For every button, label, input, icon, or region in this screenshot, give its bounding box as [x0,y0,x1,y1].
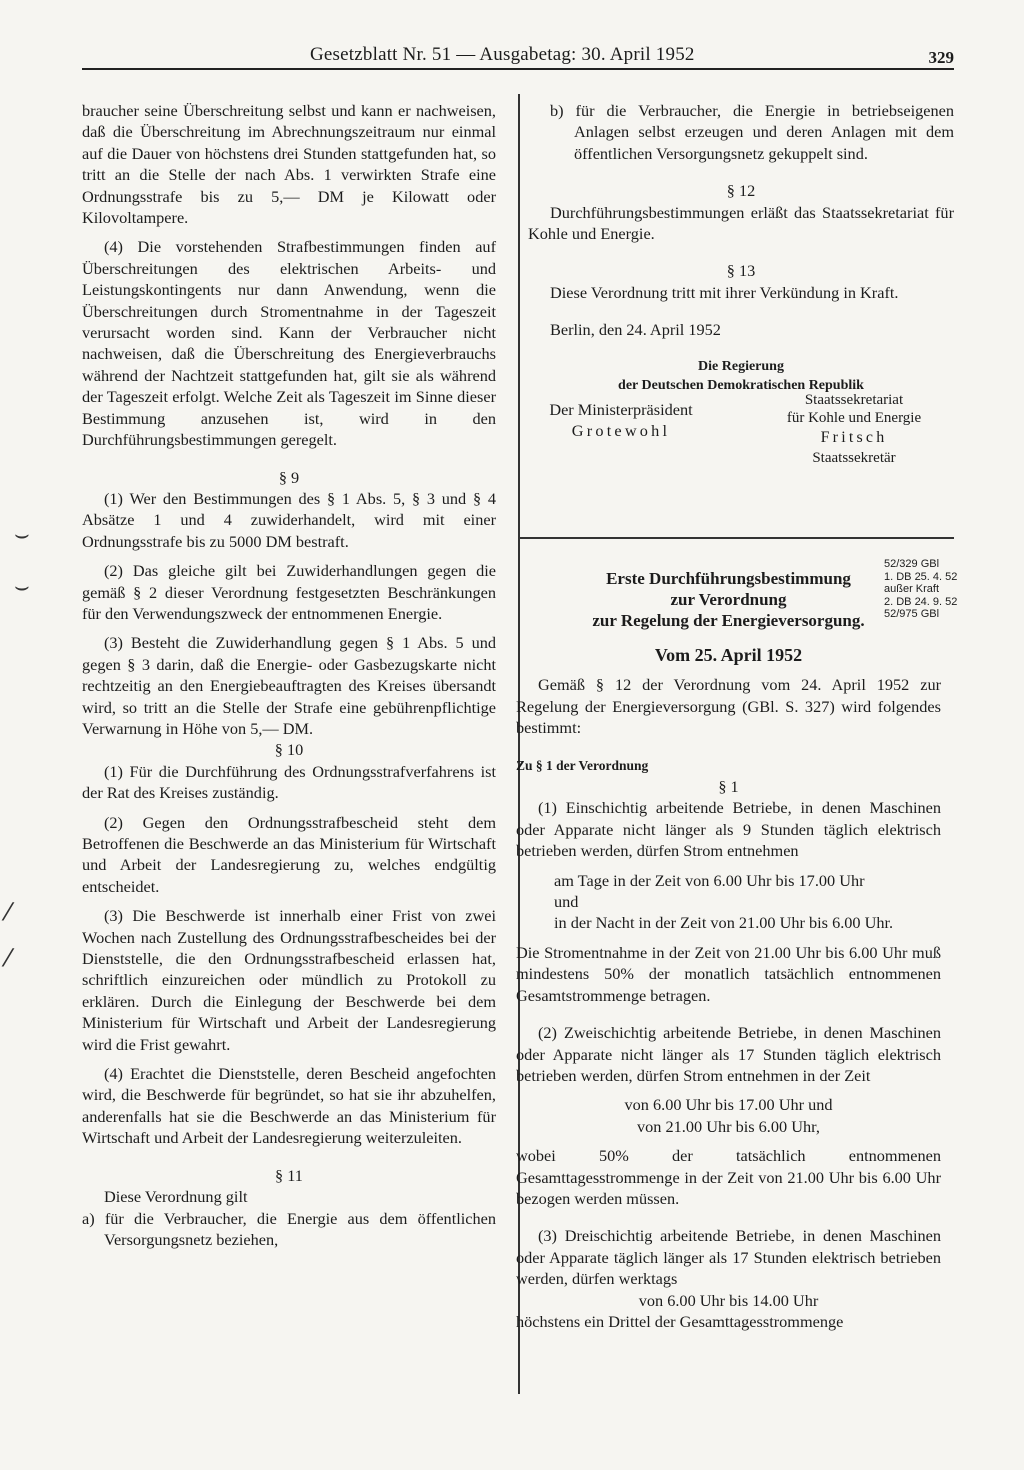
paragraph: (2) Das gleiche gilt bei Zuwiderhandlungen gegen die gemäß § 2 dieser Verordnung festgesetzten Beschränkungen für den Verwendungszweck der entnommenen Energie. [82,561,496,623]
margin-note-line: 2. DB 24. 9. 52 [884,595,958,608]
paragraph: Durchführungsbestimmungen erläßt das Staatssekretariat für Kohle und Energie. [528,202,954,244]
subheading: Zu § 1 der Verordnung [516,757,649,773]
left-column [82,100,496,1250]
document-title-2: zur Verordnung [670,590,787,609]
margin-mark-3: ⁄ [6,898,11,926]
time-line: und [554,892,579,912]
section-heading: § 12 [726,181,756,201]
signature-left [536,399,706,442]
paragraph: (1) Wer den Bestimmungen des § 1 Abs. 5, § 3 und § 4 Absätze 1 und 4 zuwiderhandelt, wird mit einer Ordnungsstrafe bis zu 5000 DM bestraft. [82,488,496,551]
paragraph: (3) Dreischichtig arbeitende Betriebe, in denen Maschinen oder Apparate täglich länger als 17 Stunden elektrisch betrieben werden, dürfen werktags [516,1226,941,1289]
paragraph: (4) Die vorstehenden Strafbestimmungen finden auf Überschreitungen des elektrischen Arbeits- und Leistungskontingents nur dann Anwendung, wenn die Überschreitungen durch Stromentnahme in der Tageszeit verursacht worden sind. Kann der Verbraucher nicht nachweisen, daß die Überschreitung des Energieverbrauchs während der Nachtzeit stattgefunden hat, gilt sie als während der Tageszeit erfolgt. Welche Zeit als Tageszeit im Sinne dieser Bestimmung anzusehen ist, wird in den Durchführungsbestimmungen geregelt. [82,237,496,450]
place-date: Berlin, den 24. April 1952 [550,320,721,340]
list-item: b) für die Verbraucher, die Energie in betriebseigenen Anlagen selbst erzeugen und deren Anlagen mit dem öffentlichen Versorgungsnetz gekuppelt sind. [550,101,954,163]
running-header [82,44,954,70]
paragraph: (3) Besteht die Zuwiderhandlung gegen § 1 Abs. 5 und gegen § 3 darin, daß die Energie- oder Gasbezugskarte nicht rechtzeitig an den Energiebeauftragten des Kreises übersandt wird, so tritt an die Stelle der Strafe eine gebührenpflichtige Verwarnung in Höhe von 5,— DM. [82,633,496,738]
signatory-name: Grotewohl [571,421,671,441]
paragraph: Diese Verordnung gilt [104,1187,248,1207]
paragraph: Diese Verordnung tritt mit ihrer Verkündung in Kraft. [550,282,899,302]
right-column-top [528,100,954,466]
margin-mark-1: ⌣ [14,520,30,548]
time-line: in der Nacht in der Zeit von 21.00 Uhr bis 6.00 Uhr. [554,913,894,933]
document-title-1: Erste Durchführungsbestimmung [606,569,851,588]
paragraph: höchstens ein Drittel der Gesamttagesstrommenge [516,1311,844,1331]
time-line: von 6.00 Uhr bis 17.00 Uhr und [624,1095,833,1115]
section-heading: § 13 [726,261,756,281]
paragraph: (1) Einschichtig arbeitende Betriebe, in denen Maschinen oder Apparate nicht länger als 9 Stunden täglich elektrisch betrieben werden, dürfen Strom entnehmen [516,798,941,861]
margin-note-line: 52/329 GBl [884,558,940,570]
right-column-bottom [516,560,941,1332]
paragraph: (2) Zweischichtig arbeitende Betriebe, in denen Maschinen oder Apparate nicht länger als 17 Stunden täglich elektrisch betrieben werden, dürfen Strom entnehmen in der Zeit [516,1023,941,1085]
margin-note-line: 52/975 GBl [884,608,940,620]
signature-block [528,391,954,466]
header-rule [82,68,954,70]
paragraph: Die Stromentnahme in der Zeit von 21.00 Uhr bis 6.00 Uhr muß mindestens 50% der monatlich tatsächlich entnommenen Gesamtstrommenge betragen. [516,942,941,1005]
list-item: a) für die Verbraucher, die Energie aus dem öffentlichen Versorgungsnetz beziehen, [82,1208,496,1249]
paragraph: (2) Gegen den Ordnungsstrafbescheid steht dem Betroffenen die Beschwerde an das Ministerium für Wirtschaft und Arbeit der Landesregierung zu, welches endgültig entscheidet. [82,812,496,896]
header-title: Gesetzblatt Nr. 51 — Ausgabetag: 30. April 1952 [310,44,695,65]
time-line: am Tage in der Zeit von 6.00 Uhr bis 17.00 Uhr [554,870,865,890]
paragraph: (4) Erachtet die Dienststelle, deren Bescheid angefochten wird, die Beschwerde für begründet, so hat sie ihr abzuhelfen, anderenfalls hat sie die Beschwerde an das Ministerium für Wirtschaft und Arbeit der Landesregierung weiterzuleiten. [82,1064,496,1148]
margin-mark-2: ⌣ [14,572,30,600]
section-heading: § 11 [275,1165,303,1185]
signatory-role: für Kohle und Energie [786,409,922,426]
signatory-role: Staatssekretariat [804,391,904,408]
paragraph: (3) Die Beschwerde ist innerhalb einer Frist von zwei Wochen nach Zustellung des Ordnungsstrafbescheides bei der Dienststelle, die den Ordnungsstrafbescheid erlassen hat, schriftlich einzureichen oder mündlich zu Protokoll zu erklären. Durch die Einlegung der Beschwerde bei dem Ministerium für Wirtschaft und Arbeit der Landesregierung wird die Frist gewahrt. [82,906,496,1054]
paragraph: Gemäß § 12 der Verordnung vom 24. April 1952 zur Regelung der Energieversorgung (GBl. S. 327) wird folgendes bestimmt: [516,675,941,738]
signatory-title: Staatssekretär [812,449,896,466]
section-heading: § 1 [718,777,739,797]
margin-note-line: außer Kraft [884,583,940,595]
margin-note-line: 1. DB 25. 4. 52 [884,570,958,583]
signatory-role: Der Ministerpräsident [549,399,693,419]
section-divider [520,537,954,539]
signatory-name: Fritsch [820,428,888,446]
document-date: Vom 25. April 1952 [654,645,803,665]
paragraph: wobei 50% der tatsächlich entnommenen Gesamttagesstrommenge in der Zeit von 21.00 Uhr bis 6.00 Uhr bezogen werden müssen. [516,1146,941,1208]
time-line: von 6.00 Uhr bis 14.00 Uhr [638,1290,819,1310]
paragraph: (1) Für die Durchführung des Ordnungsstrafverfahrens ist der Rat des Kreises zuständig. [82,761,496,803]
time-line: von 21.00 Uhr bis 6.00 Uhr, [637,1116,820,1136]
page-number: 329 [928,48,954,67]
section-heading: § 9 [278,467,300,487]
government-line-1: Die Regierung [698,358,784,374]
paragraph: braucher seine Überschreitung selbst und kann er nachweisen, daß die Überschreitung im Abrechnungszeitraum nur einmal auf die Dauer von höchstens drei Stunden stattgefunden hat, so tritt an die Stelle der nach Abs. 1 verwirkten Strafe eine Ordnungsstrafe bis zu 5,— DM je Kilowatt oder Kilovoltampere. [82,101,496,228]
signature-right [756,391,952,467]
document-title-3: zur Regelung der Energieversorgung. [592,611,865,630]
government-line-2: der Deutschen Demokratischen Republik [618,377,864,393]
margin-mark-4: ⁄ [6,944,11,972]
section-heading: § 10 [274,740,304,760]
